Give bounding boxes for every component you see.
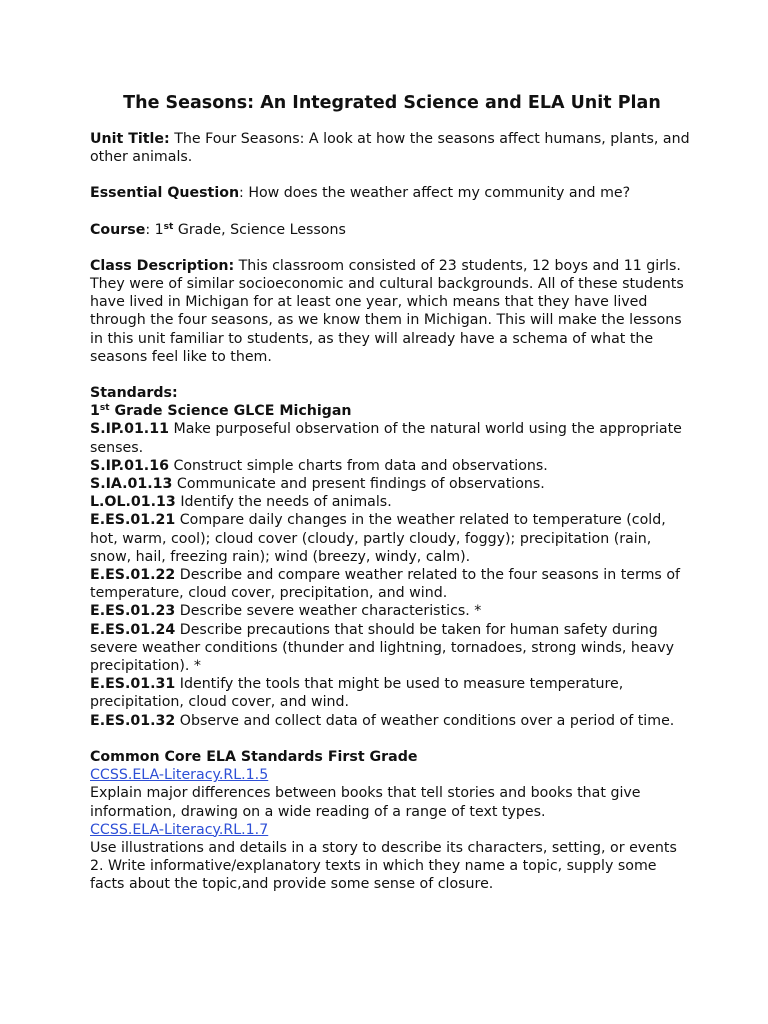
standards-heading [90, 384, 690, 402]
standard-code: E.ES.01.32 [90, 712, 176, 729]
ccss-rl-1-5-link[interactable]: CCSS.ELA-Literacy.RL.1.5 [90, 767, 269, 784]
course-text-post: Grade, Science Lessons [173, 221, 346, 238]
essential-question-paragraph [90, 184, 690, 202]
standard-item [90, 420, 690, 456]
standard-item [90, 511, 690, 566]
standard-text: Describe precautions that should be taken for human safety during severe weather conditions (thunder and lightning, tornadoes, strong winds, heavy precipitation). * [90, 621, 675, 675]
unit-title-text: The Four Seasons: A look at how the seasons affect humans, plants, and other animals. [90, 131, 690, 166]
standards-heading-text: Standards: [90, 385, 178, 402]
standard-code: E.ES.01.31 [90, 676, 176, 693]
standard-item [90, 566, 690, 602]
standard-text: Communicate and present findings of observations. [172, 476, 545, 493]
standard-text: Describe severe weather characteristics. * [175, 603, 482, 620]
glce-heading-superscript: st [99, 403, 110, 414]
ela-heading-text: Common Core ELA Standards First Grade [90, 748, 418, 765]
essential-question-label: Essential Question [90, 185, 240, 202]
course-label: Course [90, 221, 146, 238]
standard-item [90, 457, 690, 475]
standard-item [90, 493, 690, 511]
document-page [90, 92, 690, 894]
standard-code: S.IP.01.11 [90, 421, 169, 438]
ela-link-1-line [90, 766, 690, 784]
ela-text-1: Explain major differences between books that tell stories and books that give information, drawing on a wide reading of a range of text types. [90, 785, 641, 820]
course-text-pre: : 1 [145, 221, 164, 238]
essential-question-text: : How does the weather affect my community and me? [239, 185, 631, 202]
unit-title-label: Unit Title: [90, 131, 170, 147]
ela-text-2: Use illustrations and details in a story to describe its characters, setting, or events [90, 839, 677, 856]
standard-text: Observe and collect data of weather conditions over a period of time. [175, 712, 675, 729]
standard-text: Identify the tools that might be used to measure temperature, precipitation, cloud cover, and wind. [90, 676, 624, 711]
standard-code: S.IA.01.13 [90, 476, 173, 493]
document-title: The Seasons: An Integrated Science and ELA Unit Plan [123, 93, 661, 113]
standard-code: S.IP.01.16 [90, 457, 169, 474]
standard-item [90, 602, 690, 620]
unit-title-paragraph [90, 130, 690, 166]
standard-code: E.ES.01.23 [90, 603, 176, 620]
glce-heading-pre: 1 [90, 403, 100, 420]
standard-item [90, 475, 690, 493]
class-description-paragraph [90, 257, 690, 366]
standard-text: Construct simple charts from data and observations. [168, 457, 548, 474]
course-superscript: st [163, 221, 174, 232]
class-description-text: This classroom consisted of 23 students, 12 boys and 11 girls. They were of similar socioeconomic and cultural backgrounds. All of these students have lived in Michigan for at least one year, which means that they have lived through the four seasons, as we know them in Michigan. This will make the lessons in this unit familiar to students, as they will already have a schema of what the seasons feel like to them. [90, 257, 684, 365]
standard-code: E.ES.01.22 [90, 567, 176, 584]
glce-heading [90, 402, 690, 420]
standard-code: E.ES.01.24 [90, 621, 176, 638]
standard-text: Compare daily changes in the weather related to temperature (cold, hot, warm, cool); cloud cover (cloudy, partly cloudy, foggy); precipitation (rain, snow, hail, freezing rain); wind (breezy, windy, calm). [90, 512, 666, 565]
standard-item [90, 675, 690, 711]
standard-text: Describe and compare weather related to the four seasons in terms of temperature, cloud cover, precipitation, and wind. [90, 567, 680, 602]
class-description-label: Class Description: [90, 257, 235, 274]
standard-code: E.ES.01.21 [90, 512, 176, 529]
standard-item [90, 712, 690, 730]
standard-code: L.OL.01.13 [90, 494, 176, 511]
standard-text: Identify the needs of animals. [175, 494, 392, 511]
glce-heading-post: Grade Science GLCE Michigan [109, 403, 352, 420]
ela-link-2-line [90, 821, 690, 839]
ccss-rl-1-7-link[interactable]: CCSS.ELA-Literacy.RL.1.7 [90, 821, 269, 838]
standard-item [90, 621, 690, 676]
ela-heading [90, 748, 690, 766]
standard-text: Make purposeful observation of the natural world using the appropriate senses. [90, 421, 682, 456]
course-paragraph [90, 221, 690, 239]
standards-list [90, 420, 690, 729]
ela-text-3: 2. Write informative/explanatory texts in which they name a topic, supply some facts about the topic,and provide some sense of closure. [90, 858, 657, 893]
